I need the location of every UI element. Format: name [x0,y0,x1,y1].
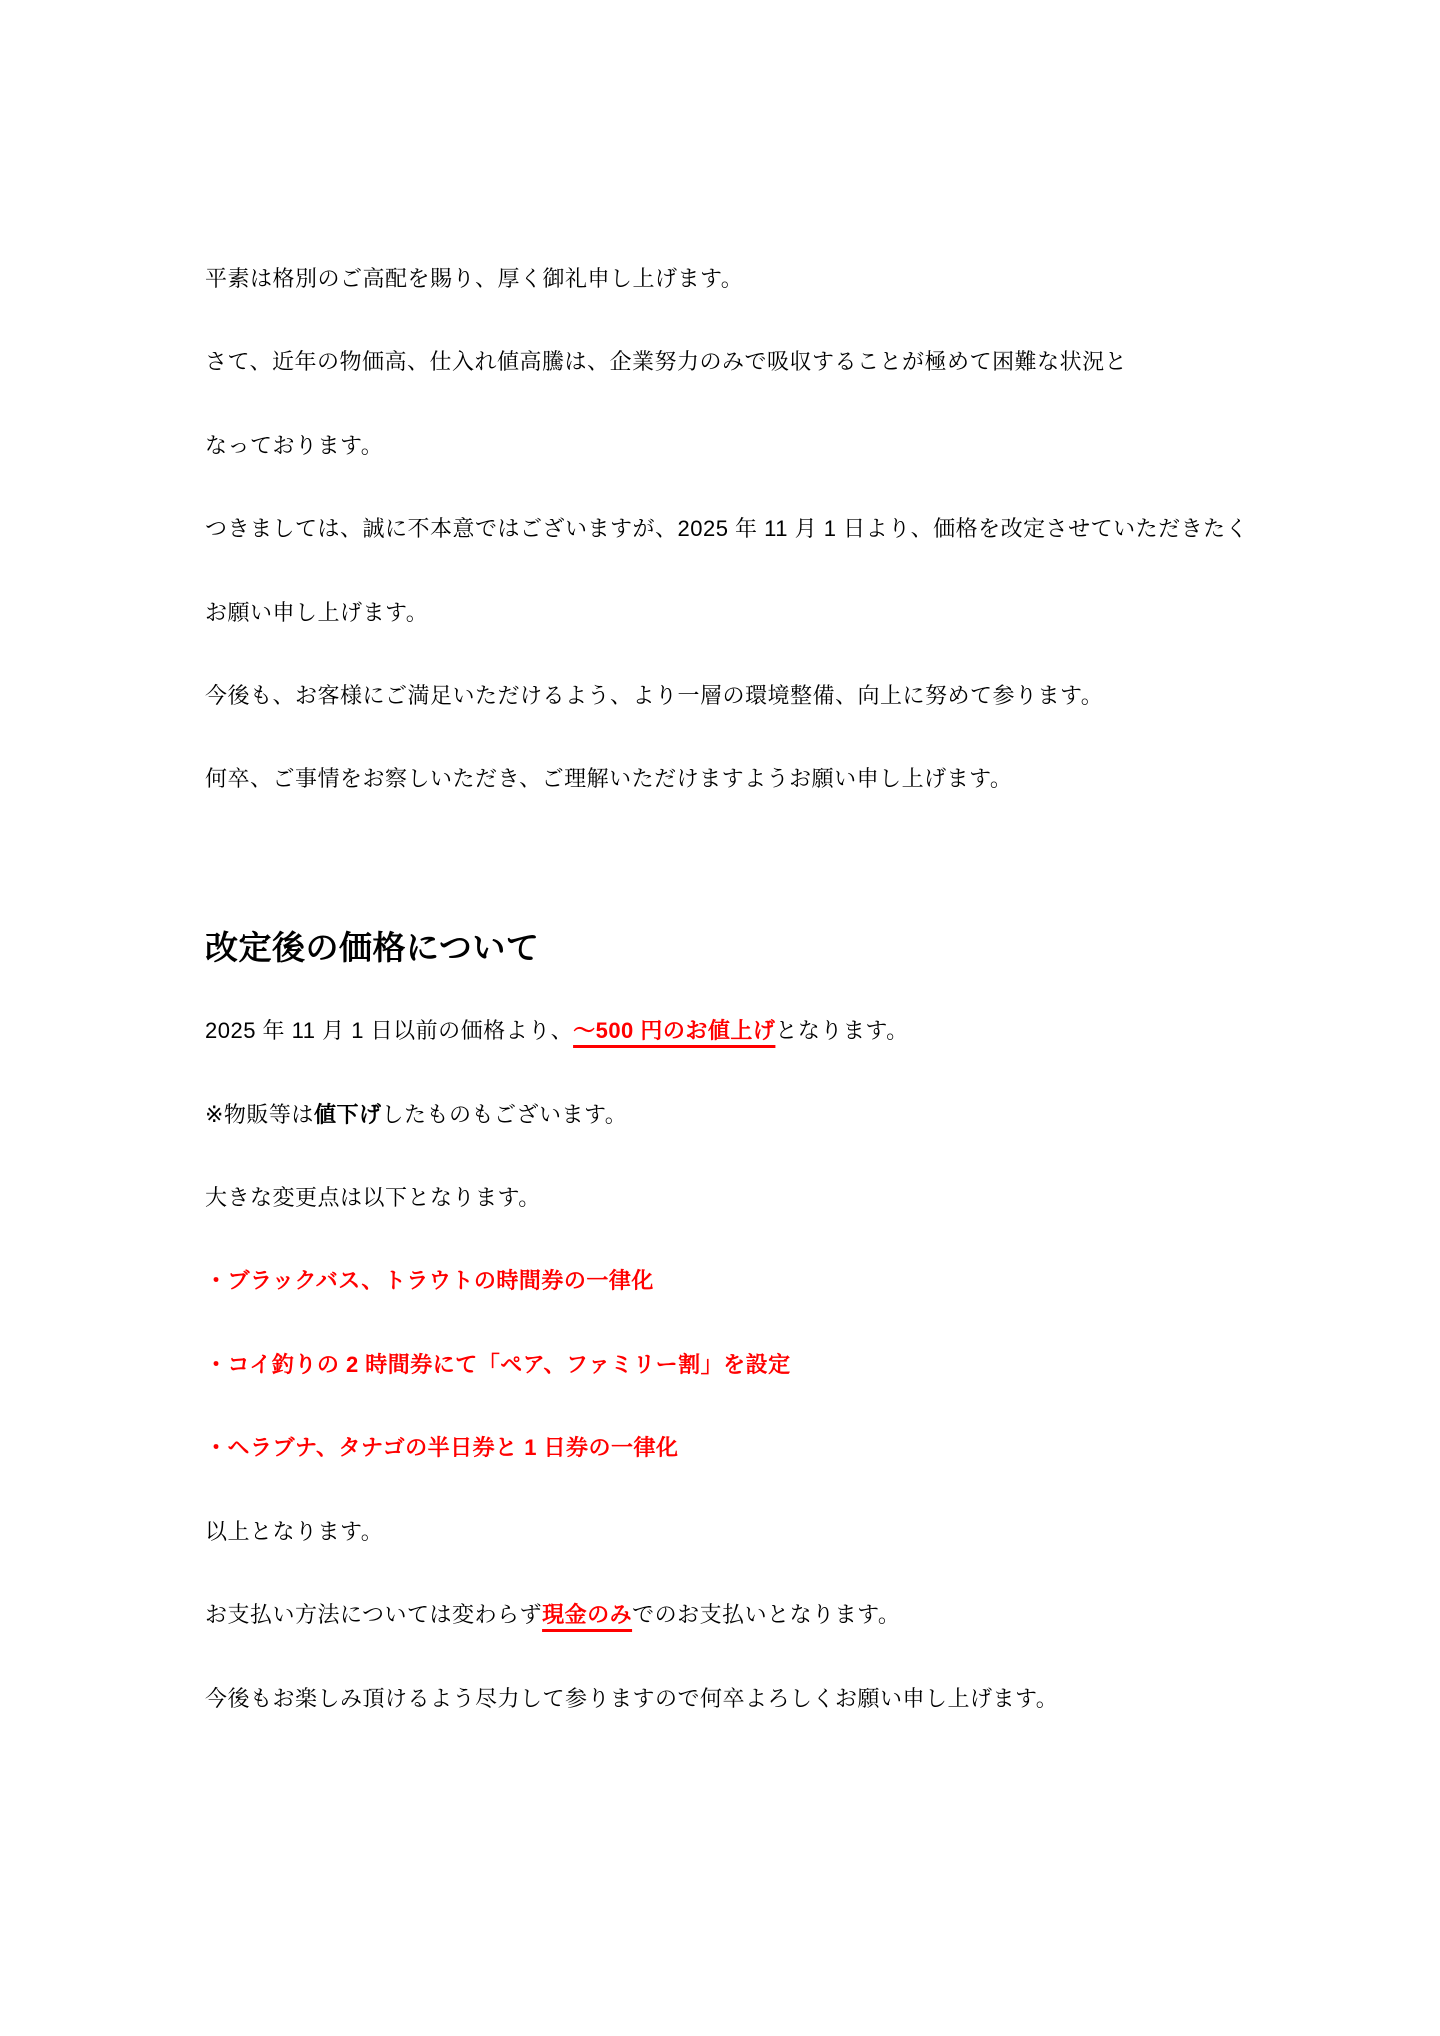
text-run: 今後もお楽しみ頂けるよう尽力して参りますので何卒よろしくお願い申し上げます。 [205,1685,1059,1711]
text-run: したものもございます。 [381,1101,628,1127]
commitment-paragraph [205,654,1340,737]
text-run: ※物販等は [205,1101,314,1127]
change-item-blackbass-trout [205,1239,1340,1322]
major-changes-intro-paragraph [205,1156,1340,1239]
text-run: 値下げ [313,1101,382,1127]
revised-price-section-heading [205,906,1340,989]
final-greeting-paragraph [205,1657,1340,1740]
text-run: お支払い方法については変わらず [205,1602,543,1628]
change-item-koi-pair-family [205,1323,1340,1406]
text-run: ・ヘラブナ、タナゴの半日券と 1 日券の一律化 [205,1435,679,1461]
text-run: 大きな変更点は以下となります。 [205,1185,541,1211]
text-run: なっております。 [205,432,384,458]
revision-announcement-line-1 [205,487,1340,570]
background-paragraph-line-1 [205,320,1340,403]
text-run: さて、近年の物価高、仕入れ値高騰は、企業努力のみで吸収することが極めて困難な状況と [205,349,1128,375]
text-run: でのお支払いとなります。 [632,1602,901,1628]
text-run: 平素は格別のご高配を賜り、厚く御礼申し上げます。 [205,266,744,291]
text-run: ・コイ釣りの 2 時間券にて「ペア、ファミリー割」を設定 [205,1351,791,1377]
price-decrease-note-paragraph [205,1073,1340,1156]
text-run: ・ブラックバス、トラウトの時間券の一律化 [205,1268,654,1294]
understanding-request-paragraph [205,737,1340,820]
text-run: となります。 [775,1018,909,1044]
text-run: 今後も、お客様にご満足いただけるよう、より一層の環境整備、向上に努めて参ります。 [205,683,1104,709]
text-run: 改定後の価格について [205,928,540,966]
text-run: つきましては、誠に不本意ではございますが、2025 年 11 月 1 日より、価格を改定させていただきたく [205,516,1249,542]
text-run: 以上となります。 [205,1518,384,1544]
text-run: ～500 円のお値上げ [573,1018,776,1044]
payment-method-paragraph [205,1573,1340,1656]
background-paragraph-line-2 [205,404,1340,487]
price-increase-paragraph [205,989,1340,1072]
text-run: 2025 年 11 月 1 日以前の価格より、 [205,1018,574,1044]
revision-announcement-line-2 [205,571,1340,654]
text-run: お願い申し上げます。 [205,599,429,625]
greeting-paragraph [205,237,1340,320]
text-run: 現金のみ [542,1602,633,1628]
closing-of-list-paragraph [205,1490,1340,1573]
text-run: 何卒、ご事情をお察しいただき、ご理解いただけますようお願い申し上げます。 [205,766,1013,792]
change-item-herabuna-tanago [205,1406,1340,1489]
